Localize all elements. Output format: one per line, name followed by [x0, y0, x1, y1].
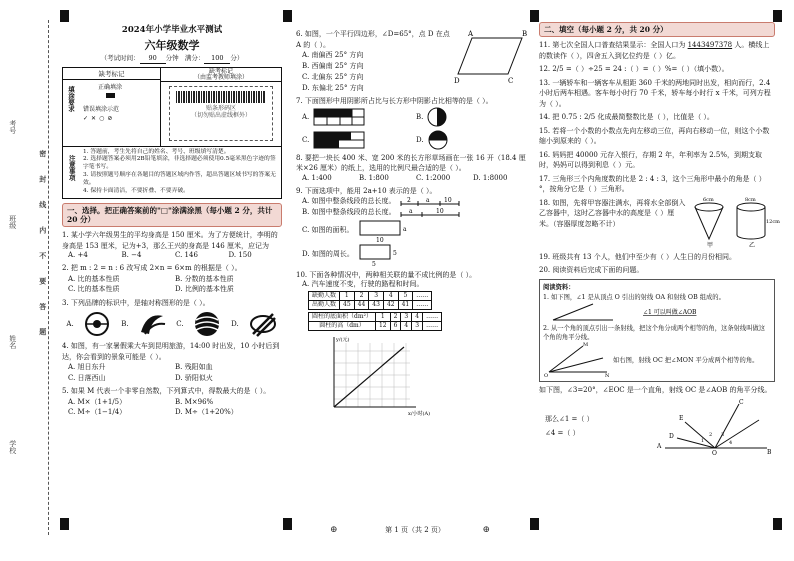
question-11	[539, 40, 775, 61]
table-cell: ……	[413, 291, 432, 300]
option-b[interactable]: B. 1:800	[359, 173, 389, 182]
reading-item-1: 1. 如下图，∠1 是从顶点 O 引出的射线 OA 和射线 OB 组成的。	[543, 294, 725, 301]
question-1-options	[68, 251, 282, 260]
question-19: 19. 班级共有 13 个人，他们中至少有（ ）人生日的月份相同。	[539, 252, 736, 261]
time-label: （考试时间：	[100, 54, 140, 63]
angle-number: 4	[729, 439, 733, 446]
notes-tag: 注意事项	[67, 154, 76, 181]
question-3-logos	[62, 310, 282, 338]
table-cell: 3	[412, 321, 423, 330]
table-cell: 4	[412, 312, 423, 321]
time-value: 90	[140, 54, 166, 63]
seal-dashed-line	[48, 20, 49, 535]
wrong-mark-check: ✓	[83, 115, 89, 122]
note-item: 4. 保持卡面清洁，不要折叠、不要弄破。	[83, 187, 189, 194]
segment-label: a	[425, 196, 430, 204]
option-b[interactable]: B. M×96%	[175, 397, 214, 406]
point-label: O	[712, 449, 717, 457]
registration-box	[62, 67, 282, 147]
angle-number: 3	[721, 431, 725, 438]
section-1-header: 一、选择。把正确答案前的"□"涂满涂黑（每小题 2 分，共计 20 分）	[62, 203, 282, 228]
angle-bisector-figure	[543, 342, 613, 378]
question-7-options	[302, 107, 530, 150]
option-c[interactable]: C. 146	[175, 251, 198, 260]
wrong-fill-label: 错误填涂示范	[83, 105, 120, 113]
segment-label: a	[408, 207, 413, 215]
alignment-marker	[530, 10, 539, 22]
logo-a-icon	[82, 310, 112, 338]
barcode-area	[161, 68, 281, 146]
table-cell: 6	[390, 321, 401, 330]
sidebar-label-class: 班级	[8, 215, 17, 229]
table-row	[309, 300, 432, 309]
option-d[interactable]: D. 骄阳似火	[175, 373, 213, 382]
question-5-options	[68, 397, 282, 418]
option-b[interactable]: B. 西偏南 25° 方向	[302, 61, 364, 70]
score-value: 100	[204, 54, 230, 63]
side-label: a	[402, 225, 407, 233]
score-unit: 分）	[230, 54, 244, 63]
segment-label: 10	[435, 207, 444, 215]
section-2-header: 二、填空（每小题 2 分，共 20 分）	[539, 22, 775, 37]
vertex-label: A	[468, 30, 474, 38]
table-cell: 2	[390, 312, 401, 321]
option-c-label: C. 如图的面积。	[302, 225, 354, 234]
crosshair-icon: ⊕	[330, 525, 338, 535]
correct-fill-example	[85, 84, 135, 99]
point-label: B	[767, 448, 772, 456]
question-6-block	[296, 26, 530, 93]
reading-item-2-tail: 如右图，射线 OC 把∠MON 平分成两个相等的角。	[613, 356, 759, 364]
container-jia-label: 甲	[707, 241, 714, 249]
table-cell: 45	[340, 300, 355, 309]
question-17: 17. 三角形三个内角度数的比是 2 : 4 : 3，这个三角形中最小的角是（ ）°，按角分它是（ ）三角形。	[539, 174, 766, 194]
note-item: 1. 答题前，考生先将自己的姓名、考号、班级填写清楚。	[83, 148, 230, 155]
option-a-label: A. 如图中整条线段的总长度。	[302, 197, 396, 206]
rect-d-icon	[358, 243, 418, 267]
exam-meta	[62, 54, 282, 63]
absent-mark-header	[161, 68, 281, 82]
option-b[interactable]	[302, 207, 530, 218]
shaded-circle-d-icon	[428, 130, 448, 150]
shaded-circle-b-icon	[427, 107, 447, 127]
table-cell: ……	[423, 321, 442, 330]
question-3: 3. 下列品牌的标识中，是轴对称图形的是（ ）。	[62, 298, 210, 307]
angle-label-aob: ∠1 可以叫做∠AOB	[643, 309, 697, 317]
option-b[interactable]: B. 残阳如血	[175, 363, 213, 371]
absent-label: 缺考标记	[63, 68, 160, 80]
population-number: 1443497378	[687, 41, 733, 50]
table-cell: 圆柱的底面积（dm²）	[309, 312, 376, 321]
shaded-rect-c-icon	[313, 131, 365, 149]
score-label: 满分：	[184, 54, 205, 63]
question-13: 13. 一辆轿车和一辆客车从相距 360 千米的两地同时出发，相向而行，2.4 小时后两车相遇。客车每小时行 70 千米，轿车每小时行 x 千米，可列方程为（ ）。	[539, 78, 771, 108]
cone-radius-label: 6cm	[703, 196, 714, 203]
question-5: 5. 如果 M 代表一个非零自然数，下列算式中，得数最大的是（ ）。	[62, 387, 271, 395]
sidebar-label-school: 学校	[8, 440, 17, 454]
question-1: 1. 某小学六年级男生的平均身高是 150 厘米。为了方便统计，李明的身高是 153 厘米，记为+3，那么王兴的身高是 146 厘米，应记为	[62, 231, 278, 250]
table-cell: 12	[375, 321, 390, 330]
option-a[interactable]	[302, 107, 416, 127]
page-footer	[300, 526, 530, 535]
wrong-mark-circle: ○	[99, 115, 105, 122]
exam-title: 2024年小学毕业水平测试	[121, 25, 223, 35]
option-c[interactable]: C. 比的基本性质	[68, 285, 120, 293]
option-b[interactable]	[416, 107, 530, 127]
parallelogram-figure	[450, 26, 530, 86]
table-cell: ……	[413, 300, 432, 309]
option-b-label: B. 如图中整条线段的总长度。	[302, 208, 396, 217]
graph-line	[334, 347, 404, 407]
option-d[interactable]: D. 比例的基本性质	[175, 285, 234, 293]
segment-label: 10	[443, 196, 452, 204]
option-b[interactable]: B. 分数的基本性质	[175, 274, 234, 283]
alignment-marker	[530, 518, 539, 530]
table-cell: 43	[369, 300, 384, 309]
column-2	[296, 0, 530, 561]
option-d[interactable]: D.	[231, 319, 239, 328]
table-cell: 4	[401, 321, 412, 330]
wrong-fill-example	[83, 106, 119, 123]
question-9: 9. 下面选项中，能用 2a+10 表示的是（ ）。	[296, 186, 437, 195]
point-label: M	[583, 342, 589, 349]
barcode-icon	[176, 91, 266, 103]
option-d-label: D.	[416, 135, 424, 144]
wrong-mark-slash: ⊘	[107, 115, 113, 122]
logo-d-icon	[248, 310, 278, 338]
note-item: 3. 请按照题号顺序在各题目的答题区域内作答，超出答题区域书写的答案无效。	[83, 171, 276, 186]
option-c[interactable]: C. 1:2000	[416, 173, 451, 182]
table-cell: ……	[423, 312, 442, 321]
page-number: 第 1 页（共 2 页）	[385, 526, 445, 534]
option-d[interactable]	[416, 130, 530, 150]
option-a[interactable]: A. M×（1+1/5）	[68, 397, 127, 406]
binding-sidebar	[0, 0, 60, 561]
question-7: 7. 下面图形中用阴影所占比与长方形中阴影占比相等的是（ ）。	[296, 97, 493, 106]
shaded-rect-a-icon	[313, 108, 365, 126]
table-cylinder	[308, 312, 442, 331]
containers-figure	[689, 195, 780, 249]
option-d[interactable]: D. 东偏北 25° 方向	[302, 83, 364, 92]
option-d[interactable]	[302, 243, 530, 267]
option-c[interactable]: C. 日落西山	[68, 373, 106, 382]
question-8: 8. 要把一块长 400 米、宽 200 米的长方形草场画在一张 16 开（18.4 厘米×26 厘米）的纸上，选用的比例尺最合适的是（ ）。	[296, 153, 526, 173]
table-cell: 出勤人数	[309, 300, 340, 309]
option-a[interactable]: A. 1:400	[302, 173, 332, 182]
alignment-marker	[283, 10, 292, 22]
question-11-text: 11. 第七次全国人口普查结果显示：全国人口为	[539, 41, 686, 50]
option-d[interactable]: D. 1:8000	[473, 173, 508, 182]
side-label: 10	[375, 236, 384, 244]
question-18: 18. 如图，先将甲容器注满水，再将水全部倒入乙容器中，这时乙容器中水的高度是（ ）厘米。（容器厚度忽略不计）	[539, 198, 686, 228]
question-20-answer-block	[539, 396, 775, 456]
cylinder-height-label: 12cm	[766, 218, 780, 225]
option-c[interactable]	[302, 130, 416, 150]
absent-mark-sub: （由监考教师填涂）	[193, 74, 248, 81]
reading-2-figure	[543, 342, 771, 378]
wrong-mark-cross: ✕	[91, 115, 97, 122]
angle-aob-figure	[543, 302, 763, 324]
question-6: 6. 如图，一个平行四边形，∠D=65°，点 D 在点 A 的（ ）。	[296, 30, 450, 49]
crosshair-icon: ⊕	[482, 525, 490, 535]
question-2-options	[68, 274, 282, 295]
notes-box	[62, 147, 282, 199]
absent-mark-label: 缺考标记	[208, 67, 233, 75]
table-absence	[308, 291, 432, 310]
vertex-label: B	[522, 30, 528, 38]
axis-label-x: x/小时(A)	[408, 410, 431, 417]
rect-c-icon	[358, 219, 418, 243]
question-10: 10. 下面各种情况中，两种相关联的量不成比例的是（ ）。	[296, 270, 477, 279]
question-10-options	[302, 280, 530, 420]
container-yi-label: 乙	[749, 241, 756, 249]
logo-c-icon	[192, 310, 222, 338]
table-cell: 4	[383, 291, 398, 300]
table-row	[309, 291, 432, 300]
table-cell: 1	[375, 312, 390, 321]
angle-problem-figure	[655, 396, 775, 456]
option-d[interactable]: D. 150	[228, 251, 252, 260]
option-c-label: C.	[302, 135, 310, 144]
option-b-label: B.	[416, 112, 424, 121]
vertex-label: C	[508, 77, 514, 85]
option-a[interactable]	[302, 196, 530, 207]
answer-angle-1[interactable]: 那么∠1 =（ ）	[545, 414, 594, 423]
option-c[interactable]: C.	[176, 319, 184, 328]
question-2: 2. 把 m : 2 = n : 6 改写成 2×n = 6×m 的根据是（ ）。	[62, 264, 242, 272]
table-cell: 缺勤人数	[309, 291, 340, 300]
table-cell: 5	[398, 291, 413, 300]
option-d[interactable]: D. M÷（1+20%）	[175, 408, 238, 416]
question-20-ask: 如下图，∠3=20°，∠EOC 是一个直角，射线 OC 是∠AOB 的角平分线。	[539, 386, 772, 395]
option-a-label: A.	[302, 112, 310, 121]
segment-b-icon	[400, 208, 460, 218]
option-a[interactable]: A. 汽车速度不变，行驶的路程和时间。	[302, 280, 424, 288]
reading-material-box	[539, 279, 775, 383]
point-label: D	[669, 432, 674, 440]
angle-number: 2	[709, 431, 713, 438]
line-graph-figure	[320, 333, 440, 417]
point-label: E	[679, 414, 684, 422]
option-a[interactable]: A.	[66, 319, 74, 328]
seal-line-text: 密 封 线 内 不 要 答 题	[38, 150, 48, 344]
option-b[interactable]: B.	[121, 319, 129, 328]
question-14: 14. 把 0.75 : 2/5 化成最简整数比是（ ），比值是（ ）。	[539, 113, 714, 122]
reading-title: 阅读资料：	[543, 283, 575, 291]
option-a[interactable]: A. 旭日东升	[68, 363, 106, 371]
vertex-label: D	[454, 77, 460, 85]
option-c[interactable]: C. M÷（1−1/4）	[68, 408, 127, 416]
fill-req-label: 填涂要求	[67, 85, 75, 112]
question-18-block	[539, 195, 780, 249]
option-d-label: D. 如图的周长。	[302, 249, 354, 258]
option-c[interactable]	[302, 219, 530, 243]
correct-fill-label: 正确填涂	[97, 83, 122, 91]
side-label: 5	[392, 249, 397, 257]
point-label: N	[605, 373, 610, 380]
table-cell: 圆柱的高（dm）	[309, 321, 376, 330]
barcode-paste-zone[interactable]	[169, 86, 273, 141]
point-label: O	[544, 373, 549, 380]
time-unit: 分钟	[165, 54, 179, 63]
sidebar-label-examno: 考号	[8, 120, 17, 134]
table-cell: 1	[340, 291, 355, 300]
logo-b-icon	[137, 310, 167, 338]
table-cell: 2	[354, 291, 369, 300]
table-cell: 41	[398, 300, 413, 309]
question-15: 15. 若将一个小数的小数点先向左移动三位，再向右移动一位，则这个小数缩小到原来的（ ）。	[539, 126, 770, 146]
note-item: 2. 选择题答案必须用2B铅笔填涂，非选择题必须使用0.5毫米黑色字迹的签字笔书写。	[83, 156, 276, 171]
segment-a-icon	[400, 197, 460, 207]
table-cell: 3	[401, 312, 412, 321]
side-label: 5	[371, 260, 376, 268]
option-b[interactable]: B. −4	[121, 251, 142, 260]
segment-label: 2	[406, 196, 411, 204]
question-12: 12. 2/5 =（ ）÷25 = 24 :（ ）=（ ）%=（ ）（填小数）。	[539, 65, 729, 74]
option-a[interactable]: A. 南偏西 25° 方向	[302, 51, 364, 59]
table-cell: 44	[354, 300, 369, 309]
reading-item-2: 2. 从一个角的顶点引出一条射线，把这个角分成两个相等的角，这条射线叫做这个角的角平分线。	[543, 325, 766, 342]
barcode-label: 贴条形码区	[205, 104, 236, 112]
question-16: 16. 妈妈把 40000 元存入银行，存期 2 年，年利率为 2.5%，到期支取时，妈妈可以得到利息（ ）元。	[539, 150, 762, 170]
question-4-options	[68, 362, 282, 383]
option-a[interactable]: A. 比的基本性质	[68, 274, 120, 283]
table-row	[309, 321, 442, 330]
question-4: 4. 如图，有一家暑假乘大车到昆明旅游，14:00 时出发，10 小时后到达，你会看到的景象可能是（ ）。	[62, 342, 280, 361]
sidebar-label-name: 姓名	[8, 335, 17, 349]
point-label: A	[657, 442, 662, 450]
cylinder-diameter-label: 8cm	[745, 196, 756, 203]
fill-instructions	[63, 68, 161, 146]
table-cell: 42	[383, 300, 398, 309]
axis-label-y: y/(元)	[336, 336, 350, 343]
question-9-options	[302, 196, 530, 266]
point-label: C	[739, 398, 744, 406]
option-c[interactable]: C. 北偏东 25° 方向	[302, 72, 364, 81]
barcode-sub: （切勿贴出虚线框外）	[190, 112, 251, 119]
column-1	[62, 0, 282, 561]
question-20: 20. 阅读资料后完成下面的问题。	[539, 266, 644, 275]
question-8-options	[302, 174, 530, 183]
answer-angle-4[interactable]: ∠4 =（ ）	[545, 428, 580, 437]
question-20-answers	[545, 412, 655, 440]
filled-mark	[106, 93, 115, 98]
angle-number: 1	[701, 437, 705, 444]
question-6-options	[302, 50, 450, 93]
table-row	[309, 312, 442, 321]
subject-title: 六年级数学	[144, 38, 200, 52]
column-3	[539, 0, 780, 561]
question-11-tail: 人。横线上的数读作（ ），四舍五入到亿位约是（ ）亿。	[539, 41, 770, 60]
table-cell: 3	[369, 291, 384, 300]
alignment-marker	[283, 518, 292, 530]
option-a[interactable]: A. +4	[68, 251, 88, 260]
